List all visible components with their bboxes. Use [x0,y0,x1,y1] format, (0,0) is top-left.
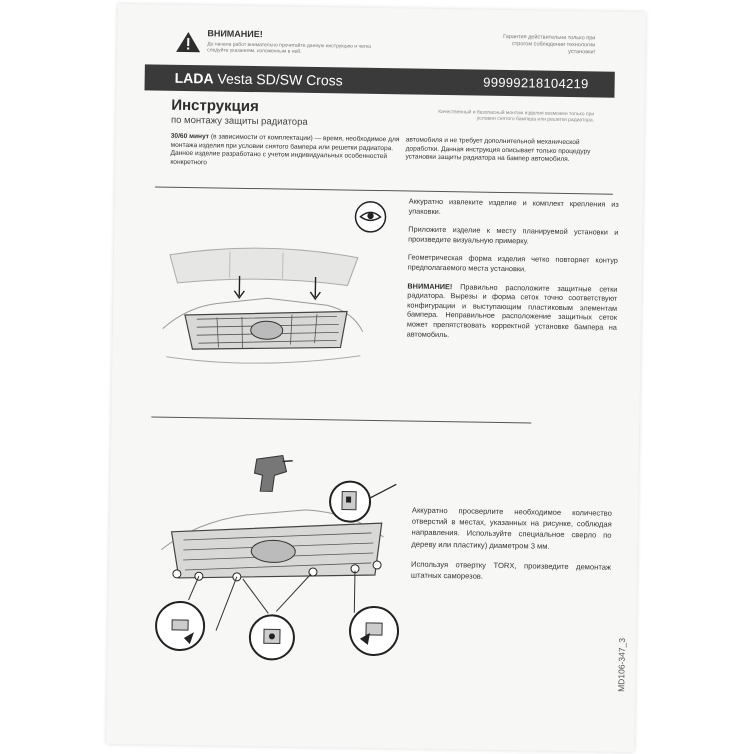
intro-left-text: (в зависимости от комплектации) — время, необходимое для монтажа изделия при условии снятого бампера или решетки радиатора. Данное изделие разработано с учетом индивидуальных особенностей конкретного [170,133,400,167]
zoom-detail-icon [328,477,399,528]
drill-icon [254,455,293,492]
step1-p4-text: Правильно расположите защитные сетки радиатора. Вырезы и форма сеток точно соответствуют конфигурации и выступающим пластиковым элементам бампера. Неправильное расположение защитных сеток может препятствовать корректной установке бампера на автомобиль. [406,281,618,339]
vehicle-model [175,70,343,89]
model-name: Vesta SD/SW Cross [217,70,343,89]
step1-text [406,196,618,350]
step1-p2: Приложите изделие к месту планируемой установки и произведите визуальную примерку. [408,224,619,246]
divider-top [155,187,613,195]
grille-fitting-illustration [156,237,368,390]
step2-p1: Аккуратно просверлите необходимое количество отверстий в местах, указанных на рисунке, соблюдая направления. Используйте специальное сверло по дереву или пластику) диаметром 3 мм. [411,505,612,551]
step1-p1: Аккуратно извлеките изделие и комплект крепления из упаковки. [408,196,619,216]
step1-p4 [407,281,618,342]
step1-p3: Геометрическая форма изделия четко повторяет контур предполагаемого места установки. [407,252,618,274]
header-band [144,64,614,97]
title-note: Качественный и безопасный монтаж изделия возможен только при условии снятого бампера или решетки радиатора. [438,108,595,124]
part-number: 99999218104219 [483,74,589,92]
intro-right: автомобиля и не требует дополнительной механической доработки. Данная инструкция описывает только процедуру установки защиты радиатора на бампер автомобиля. [405,136,591,164]
guarantee-note: Гарантия действительна только при строгом соблюдении технологии установки! [503,33,596,56]
zoom-detail-icon [250,615,295,660]
zoom-detail-icon [350,607,399,656]
warning-block [175,25,376,64]
eye-icon [354,201,386,233]
document-code: MD106-347_3 [616,637,627,692]
warning-title: ВНИМАНИЕ! [207,28,263,40]
instruction-sheet [106,4,646,752]
page-subtitle: по монтажу защиты радиатора [170,114,308,128]
warning-triangle-icon [175,31,201,53]
step2-p2: Используя отвертку TORX, произведите демонтаж штатных саморезов. [410,559,612,581]
intro-left [170,133,401,171]
brand-name: LADA [174,69,214,87]
warning-text: До начала работ внимательно прочитайте данную инструкцию и четко следуйте указаниям, изложенным в ней. [207,41,372,55]
zoom-detail-icon [156,602,205,651]
step2-text [411,505,612,593]
step1-warning-label: ВНИМАНИЕ! [407,281,453,291]
page-title: Инструкция [171,96,259,116]
divider-middle [151,416,531,423]
intro-time: 30/60 минут [170,132,210,141]
